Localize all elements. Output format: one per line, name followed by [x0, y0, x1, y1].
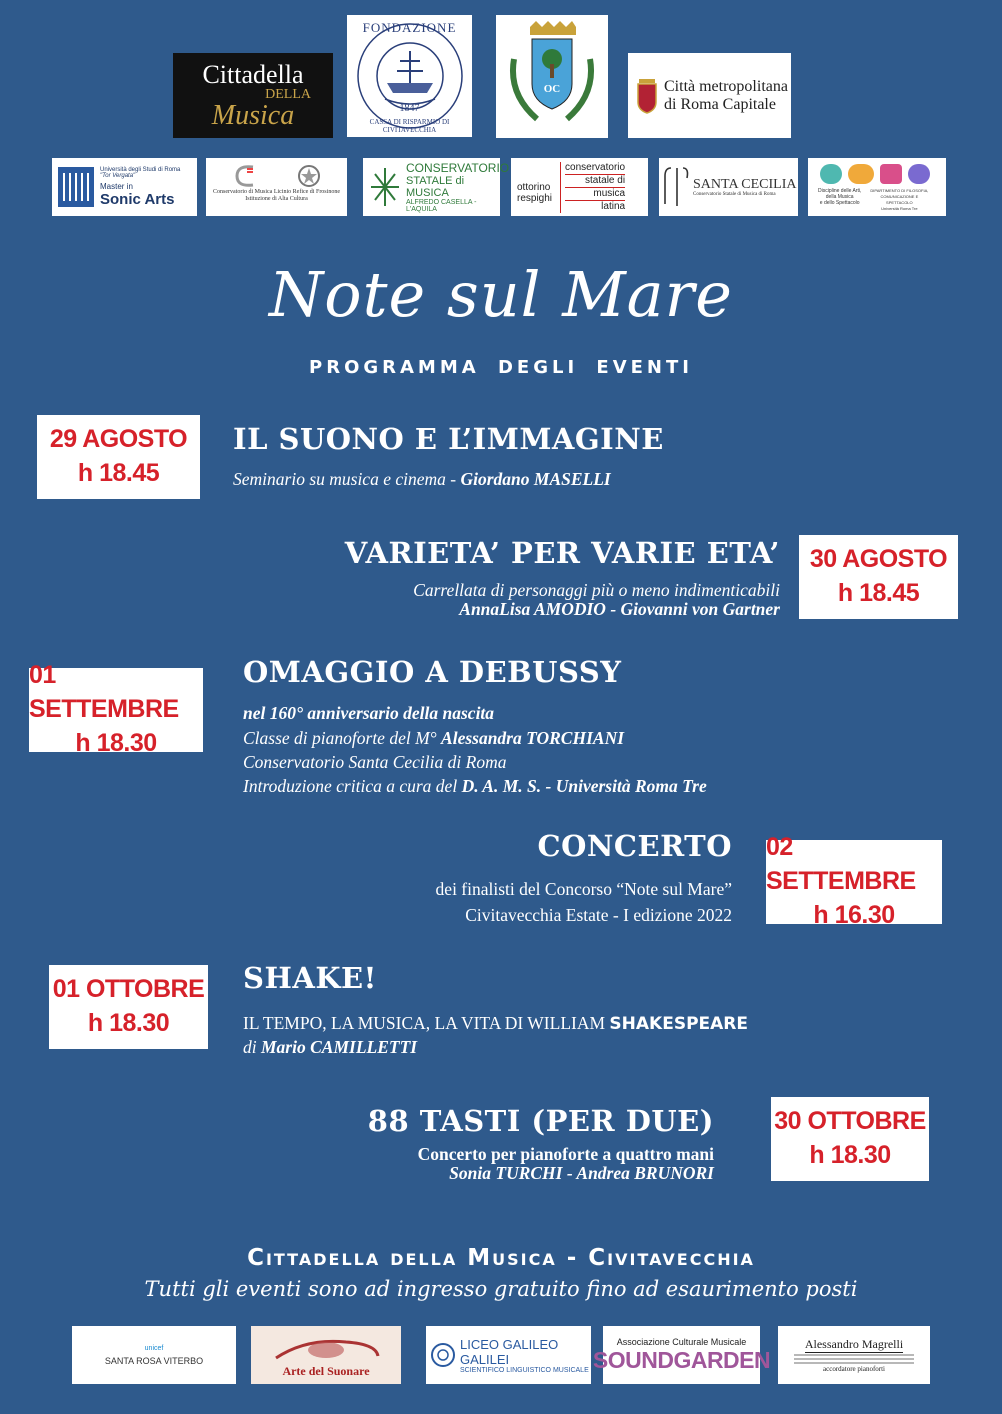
casella-star-icon — [367, 164, 403, 210]
event-6-title: 88 TASTI (PER DUE) — [367, 1104, 714, 1138]
event-1-time: h 18.45 — [77, 459, 160, 487]
event-1-datebox — [37, 415, 200, 499]
event-5-line1-b: SHAKESPEARE — [609, 1014, 749, 1034]
coat-of-arms-icon — [502, 19, 602, 134]
event-3-line4 — [243, 775, 707, 797]
event-3-line2-a: Classe di pianoforte del M° — [243, 728, 442, 748]
torvergata-line2: "Tor Vergata" — [100, 172, 136, 179]
event-5-title: SHAKE! — [243, 961, 377, 995]
magrelli-line2: accordatore pianoforti — [823, 1365, 885, 1373]
respighi-line3: musica — [565, 188, 625, 201]
santacecilia-monogram-icon — [663, 164, 689, 210]
logo-arte-suonare — [251, 1326, 401, 1384]
torvergata-line3: Master in — [100, 181, 133, 191]
event-5-datebox — [49, 965, 208, 1049]
staff-lines-icon — [794, 1353, 914, 1365]
footer-venue: Cittadella della Musica - Civitavecchia — [247, 1245, 755, 1271]
event-5-line1-a: IL TEMPO, LA MUSICA, LA VITA DI WILLIAM — [243, 1013, 610, 1033]
dams-line3: e dello Spettacolo — [819, 200, 860, 206]
event-3-line1: nel 160° anniversario della nascita — [243, 703, 495, 723]
frosinone-line2: Istituzione di Alta Cultura — [245, 196, 308, 202]
logo-dams — [808, 158, 946, 216]
frosinone-line1: Conservatorio di Musica Licinio Refice di Frosinone — [213, 189, 340, 196]
liceo-emblem-icon — [430, 1332, 456, 1378]
soundgarden-line2: SOUNDGARDEN — [592, 1346, 771, 1373]
logo-cittadella-line1: Cittadella — [202, 59, 304, 89]
event-3-title: OMAGGIO A DEBUSSY — [243, 655, 622, 689]
respighi-name2: respighi — [517, 193, 553, 204]
event-1-line1 — [233, 468, 611, 490]
event-4-date: 02 SETTEMBRE — [766, 833, 916, 896]
liceo-line2: SCIENTIFICO LINGUISTICO MUSICALE — [460, 1366, 589, 1374]
santacecilia-line2: Conservatorio Statale di Musica di Roma — [693, 191, 776, 197]
respighi-name1: ottorino — [517, 182, 551, 193]
logo-magrelli — [778, 1326, 930, 1384]
dams-line2: della Musica — [825, 194, 854, 200]
dams-line5: Università Roma Tre — [881, 206, 918, 211]
liceo-line1: LICEO GALILEO GALILEI — [460, 1336, 559, 1367]
event-6-date: 30 OTTOBRE — [774, 1107, 926, 1136]
event-3-line4-b: D. A. M. S. - Università Roma Tre — [461, 776, 707, 796]
event-4-line2: Civitavecchia Estate - I edizione 2022 — [465, 905, 732, 925]
event-4-line1: dei finalisti del Concorso “Note sul Mare” — [435, 879, 732, 899]
event-4-datebox — [766, 833, 942, 929]
italian-emblem-icon — [297, 163, 321, 189]
rainbow-c-icon — [233, 163, 257, 189]
fondazione-bottom-text: CASSA DI RISPARMIO DI CIVITAVECCHIA — [369, 118, 450, 134]
logo-santarosa — [72, 1326, 236, 1384]
piano-keys-icon — [56, 163, 96, 211]
event-2-line2: AnnaLisa AMODIO - Giovanni von Gartner — [459, 599, 780, 619]
casella-line1: CONSERVATORIO — [406, 161, 510, 175]
dams-line1: Discipline delle Arti, — [818, 188, 862, 194]
event-3-datebox — [29, 661, 203, 757]
logo-soundgarden — [592, 1326, 771, 1384]
event-2-title: VARIETA’ PER VARIE ETA’ — [344, 536, 780, 570]
event-3-line4-a: Introduzione critica a cura del — [243, 776, 462, 796]
logo-respighi — [511, 158, 648, 216]
event-3-line2 — [243, 727, 624, 749]
event-5-line2 — [243, 1036, 417, 1058]
event-5-line2-a: di — [243, 1037, 261, 1057]
event-6-line2: Sonia TURCHI - Andrea BRUNORI — [449, 1163, 714, 1183]
event-1-line1-a: Seminario su musica e cinema - — [233, 469, 461, 489]
event-4-title: CONCERTO — [537, 829, 732, 863]
event-2-date: 30 AGOSTO — [809, 545, 948, 574]
torvergata-line1: Università degli Studi di Roma — [100, 166, 181, 173]
logo-liceo-galilei — [426, 1326, 591, 1384]
logo-cittadella-line2: DELLA — [265, 86, 311, 102]
event-3-line2-b: Alessandra TORCHIANI — [441, 728, 625, 748]
logo-fondazione — [347, 15, 472, 137]
event-5-time: h 18.30 — [87, 1009, 170, 1037]
event-6-line1: Concerto per pianoforte a quattro mani — [417, 1144, 714, 1164]
event-5-line1 — [243, 1012, 748, 1035]
event-2-line1: Carrellata di personaggi più o meno indimenticabili — [413, 580, 780, 600]
event-5-line2-b: Mario CAMILLETTI — [261, 1037, 418, 1057]
santarosa-line2: unicef — [144, 1344, 164, 1352]
event-3-line3: Conservatorio Santa Cecilia di Roma — [243, 752, 507, 772]
event-3-date: 01 SETTEMBRE — [29, 661, 179, 724]
fondazione-top-text: FONDAZIONE — [362, 20, 457, 35]
logo-citta-metropolitana — [628, 53, 791, 138]
violin-icon — [266, 1332, 386, 1364]
logo-cittadella — [173, 53, 333, 138]
event-6-time: h 18.30 — [809, 1141, 891, 1169]
logo-frosinone — [206, 158, 347, 216]
torvergata-line4: Sonic Arts — [100, 190, 175, 208]
event-1-title: IL SUONO E L’IMMAGINE — [233, 422, 664, 456]
fondazione-seal-icon — [355, 21, 465, 131]
page-title: Note sul Mare — [269, 258, 733, 331]
respighi-line1: conservatorio — [565, 161, 626, 173]
casella-line3: ALFREDO CASELLA - L'AQUILA — [406, 199, 477, 213]
metropolitana-shield-icon — [636, 78, 658, 114]
arte-suonare-line1: Arte del Suonare — [282, 1363, 370, 1378]
event-1-line1-b: Giordano MASELLI — [460, 469, 611, 489]
logo-cittadella-line3: Musica — [211, 99, 295, 131]
metropolitana-line1: Città metropolitana — [664, 77, 788, 95]
santacecilia-line1: SANTA CECILIA — [693, 176, 797, 192]
event-1-date: 29 AGOSTO — [49, 425, 188, 454]
logo-casella — [363, 158, 510, 216]
event-2-time: h 18.45 — [837, 579, 920, 607]
event-3-time: h 18.30 — [75, 728, 157, 757]
fondazione-year: 1847 — [399, 103, 420, 114]
soundgarden-line1: Associazione Culturale Musicale — [616, 1336, 747, 1347]
logo-torvergata — [52, 158, 197, 216]
respighi-line4: latina — [601, 200, 626, 212]
casella-line2: STATALE di MUSICA — [406, 175, 465, 199]
event-2-datebox — [799, 535, 958, 619]
logo-santacecilia — [659, 158, 798, 216]
footer-note: Tutti gli eventi sono ad ingresso gratuito fino ad esaurimento posti — [144, 1277, 858, 1301]
dams-letters-icon — [818, 162, 938, 186]
page-subtitle: PROGRAMMA DEGLI EVENTI — [309, 357, 693, 378]
event-4-time: h 16.30 — [813, 900, 895, 929]
event-6-datebox — [771, 1097, 929, 1181]
comune-initials: OC — [543, 83, 561, 95]
santarosa-line1: SANTA ROSA VITERBO — [104, 1355, 204, 1366]
metropolitana-line2: di Roma Capitale — [664, 95, 776, 113]
event-5-date: 01 OTTOBRE — [52, 975, 205, 1004]
logo-comune — [496, 15, 608, 138]
dams-line4: DIPARTIMENTO DI FILOSOFIA, COMUNICAZIONE E SPETTACOLO — [870, 188, 929, 205]
magrelli-line1: Alessandro Magrelli — [804, 1337, 904, 1351]
respighi-line2: statale di — [565, 175, 625, 188]
